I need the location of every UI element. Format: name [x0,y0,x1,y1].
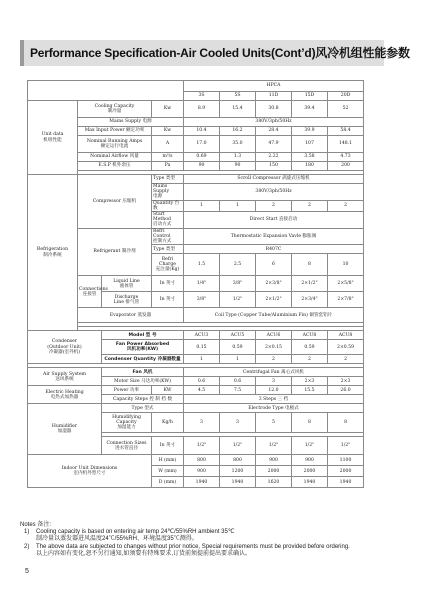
table-row [28,228,364,245]
row-label: Refri Charge 充注量(Kg) [152,254,184,276]
unit-cell: m³/s [152,153,184,162]
row-label: Liquid Line 液体管 [102,276,152,292]
value-cell: 1940 [220,477,256,488]
unit-cell: W (mm) [152,466,184,477]
value-cell: 4.73 [328,153,364,162]
table-row [28,276,364,292]
table-row [28,118,364,127]
row-label: Discharge Line 排气管 [102,292,152,308]
value-cell: 0.6 [184,377,220,386]
value-cell: 800 [220,455,256,466]
value-cell: 0.59 [220,340,256,355]
value-cell: 5 [256,413,292,433]
value-cell: 2000 [256,466,292,477]
value-cell: 1620 [256,477,292,488]
value-cell: 900 [184,466,220,477]
model-header: 5S [220,92,256,101]
value-cell: 2 [328,200,364,211]
value-cell: 8 [328,413,364,433]
value-cell: 0.15 [184,340,220,355]
value-cell: 2×3/8" [256,276,292,292]
note-text: Cooling capacity is based on entering air temp 24℃/55%RH ambient 35℃ 制冷量以蒸发器进风温度24℃/55%RH、环境温度35℃测得。 [36,529,235,543]
row-label: Type 类型 [152,245,184,254]
value-cell: 2 [292,200,328,211]
value-cell: 39.4 [292,101,328,118]
value-cell: 1 [220,200,256,211]
unit-cell: D (mm) [152,477,184,488]
value-cell: ACU8 [328,331,364,340]
refrigerant-label: Refrigerant 制冷剂 [78,228,152,276]
value-cell: Electrode Type 电极式 [184,404,364,413]
notes-section [20,522,400,558]
note-number: 2) [24,543,30,550]
value-cell: 8 [292,254,328,276]
value-cell: 150 [256,162,292,171]
value-cell: Thermostatic Expansion Vavle 膨胀阀 [184,228,364,245]
row-label: Start Method 启动方式 [152,212,184,229]
value-cell: 1940 [292,477,328,488]
value-cell: 148.1 [328,136,364,153]
value-cell: 0.59 [292,340,328,355]
value-cell: 2×0.15 [256,340,292,355]
value-cell: 900 [292,455,328,466]
value-cell: 900 [256,455,292,466]
row-label: Connection Sizes 进水管直径 [102,437,152,455]
value-cell: Coil Type (Copper Tube/Aluminium Fin) 铜管套铝片 [184,308,364,323]
note-item [20,529,400,543]
value-cell: ACU3 [184,331,220,340]
table-row [28,404,364,413]
row-label: E.S.P 机外余压 [78,162,152,171]
performance-spec-table [27,80,364,488]
value-cell: 6 [256,254,292,276]
notes-heading: Notes 备注: [20,522,52,528]
electric-heating-group: Electric Heating 电热式加热器 [28,386,102,404]
row-label: Evaporator 蒸发器 [78,308,184,323]
value-cell: 90 [184,162,220,171]
table-row [28,162,364,171]
value-cell: 2×3 [292,377,328,386]
row-label: Power 功率 [102,386,152,395]
value-cell: 2×1/2" [292,276,328,292]
table-row [28,81,364,92]
value-cell: 2 [256,355,292,364]
unit-data-group: Unit data 机组性能 [28,101,78,175]
value-cell: 47.9 [256,136,292,153]
value-cell: 1/2" [256,437,292,455]
value-cell: 2×0.59 [328,340,364,355]
unit-cell: In 英寸 [152,437,184,455]
model-header: 3S [184,92,220,101]
value-cell: 2.22 [256,153,292,162]
value-cell: 380V/3ph/50Hz [184,118,364,127]
table-row [28,455,364,466]
value-cell: 4.5 [184,386,220,395]
value-cell: 12.0 [256,386,292,395]
value-cell: 1100 [328,455,364,466]
table-row [28,368,364,377]
value-cell: 800 [184,455,220,466]
row-label: Quantity 台数 [152,200,184,211]
value-cell: 1/2" [292,437,328,455]
value-cell: 3 Steps 三 档 [184,395,364,404]
value-cell: 380V/3ph/50Hz [184,184,364,201]
condenser-group: Condenser (Outdoor Unit) 冷凝器(室外机) [28,331,102,364]
value-cell: 2 [328,355,364,364]
value-cell: 1940 [328,477,364,488]
row-label: Motor Size 马达功率(KW) [102,377,184,386]
value-cell: 3/8" [220,276,256,292]
value-cell: 16.2 [220,127,256,136]
model-header: 15D [292,92,328,101]
value-cell: 58.4 [328,127,364,136]
unit-cell: H (mm) [152,455,184,466]
value-cell: 2×3 [328,377,364,386]
value-cell: 8 [292,413,328,433]
value-cell: 200 [328,162,364,171]
table-row [28,175,364,184]
value-cell: 35.0 [220,136,256,153]
row-label: Fan 风机 [102,368,184,377]
unit-cell: Pa [152,162,184,171]
value-cell: 1 [220,355,256,364]
compressor-label: Compressor 压缩机 [78,175,152,229]
air-supply-group: Air Supply System 送风系统 [28,368,102,386]
value-cell: 2×7/8" [328,292,364,308]
table-row [28,386,364,395]
table-row [28,308,364,323]
row-label: Refri Control 控制方式 [152,228,184,245]
value-cell: 1.5 [184,254,220,276]
table-row [28,101,364,118]
value-cell: Centrifugal Fan 离心式风机 [184,368,364,377]
row-label: Capacity Steps 控 制 档 数 [102,395,184,404]
unit-cell: KW [152,386,184,395]
value-cell: 17.0 [184,136,220,153]
value-cell: 0.6 [220,377,256,386]
unit-cell: In 英寸 [152,292,184,308]
value-cell: 28.4 [256,127,292,136]
unit-cell: In 英寸 [152,276,184,292]
title-banner [20,40,410,66]
connections-label: Connections 连接管 [78,276,102,308]
value-cell: 2000 [292,466,328,477]
row-label: Nominal Running Amps 额定运行电流 [78,136,152,153]
value-cell: 1/2" [220,292,256,308]
table-row [28,136,364,153]
value-cell: 2.5 [220,254,256,276]
model-header: 20D [328,92,364,101]
value-cell: ACU5 [220,331,256,340]
row-label: Condenser Quantity 冷凝器数量 [102,355,184,364]
value-cell: R407C [184,245,364,254]
humidifier-group: Humidifier 加湿器 [28,404,102,455]
unit-cell: Kg/h [152,413,184,433]
value-cell: 10 [328,254,364,276]
value-cell: 2 [292,355,328,364]
value-cell: 2×1/2" [256,292,292,308]
table-row [28,331,364,340]
value-cell: 2 [256,200,292,211]
value-cell: 2×3/4" [292,292,328,308]
row-label: Fan Power Absorbed 风机功率(KW) [102,340,184,355]
refrigeration-group: Refrigeration 制冷系统 [28,175,78,331]
row-label: Humidifying Capacity 加湿能力 [102,413,152,433]
model-header: 11D [256,92,292,101]
value-cell: 1 [184,200,220,211]
value-cell: 3/8" [184,292,220,308]
value-cell: Direct Start 直接启动 [184,212,364,229]
series-header: HPCA [184,81,364,92]
row-label: Mains Supply 电源 [78,118,184,127]
page-title: Performance Specification-Air Cooled Units(Cont’d)风冷机组性能参数 [30,46,410,60]
value-cell: 1200 [220,466,256,477]
value-cell: 1 [184,355,220,364]
value-cell: 52 [328,101,364,118]
value-cell: 3 [220,413,256,433]
row-label: Mains Supply 电源 [152,184,184,201]
row-label: Max Input Power 额定功率 [78,127,152,136]
value-cell: 1940 [184,477,220,488]
row-label: Type 型式 [102,404,184,413]
value-cell: 1/2" [184,437,220,455]
value-cell: 1.3 [220,153,256,162]
value-cell: 30.8 [256,101,292,118]
value-cell: Scroll Compressor 涡旋式压缩机 [184,175,364,184]
value-cell: 7.5 [220,386,256,395]
value-cell: 3 [256,377,292,386]
row-label: Nominal Airflow 风量 [78,153,152,162]
unit-cell: Kw [152,101,184,118]
row-label: Type 类型 [152,175,184,184]
table-row [28,153,364,162]
value-cell: ACU6 [256,331,292,340]
value-cell: 3.58 [292,153,328,162]
value-cell: 15.5 [292,386,328,395]
dimensions-group: Indoor Unit Dimensions 室内机外型尺寸 [28,455,152,488]
note-text: The above data are subjected to changes without prior notice, Special requirements must be provided before ordering. 以上内容如有变化,恕不另行通知,如须要有特殊要求,订货前须提前提出要求确认。 [36,543,350,557]
blank-header-cell [28,81,184,101]
value-cell: 90 [220,162,256,171]
unit-cell: A [152,136,184,153]
value-cell: 15.4 [220,101,256,118]
value-cell: 39.9 [292,127,328,136]
value-cell: 8.9 [184,101,220,118]
value-cell: 26.0 [328,386,364,395]
row-label: Cooling Capacity 制冷量 [78,101,152,118]
value-cell: 1/2" [328,437,364,455]
value-cell: 0.69 [184,153,220,162]
value-cell: 2000 [328,466,364,477]
value-cell: 2×5/8" [328,276,364,292]
note-number: 1) [24,529,30,536]
page-number: 5 [25,568,29,575]
note-item [20,544,400,558]
value-cell: 1/2" [220,437,256,455]
value-cell: ACU8 [292,331,328,340]
value-cell: 107 [292,136,328,153]
unit-cell: Kw [152,127,184,136]
value-cell: 1/4" [184,276,220,292]
value-cell: 3 [184,413,220,433]
value-cell: 10.4 [184,127,220,136]
row-label: Model 型 号 [102,331,184,340]
table-row [28,127,364,136]
value-cell: 180 [292,162,328,171]
